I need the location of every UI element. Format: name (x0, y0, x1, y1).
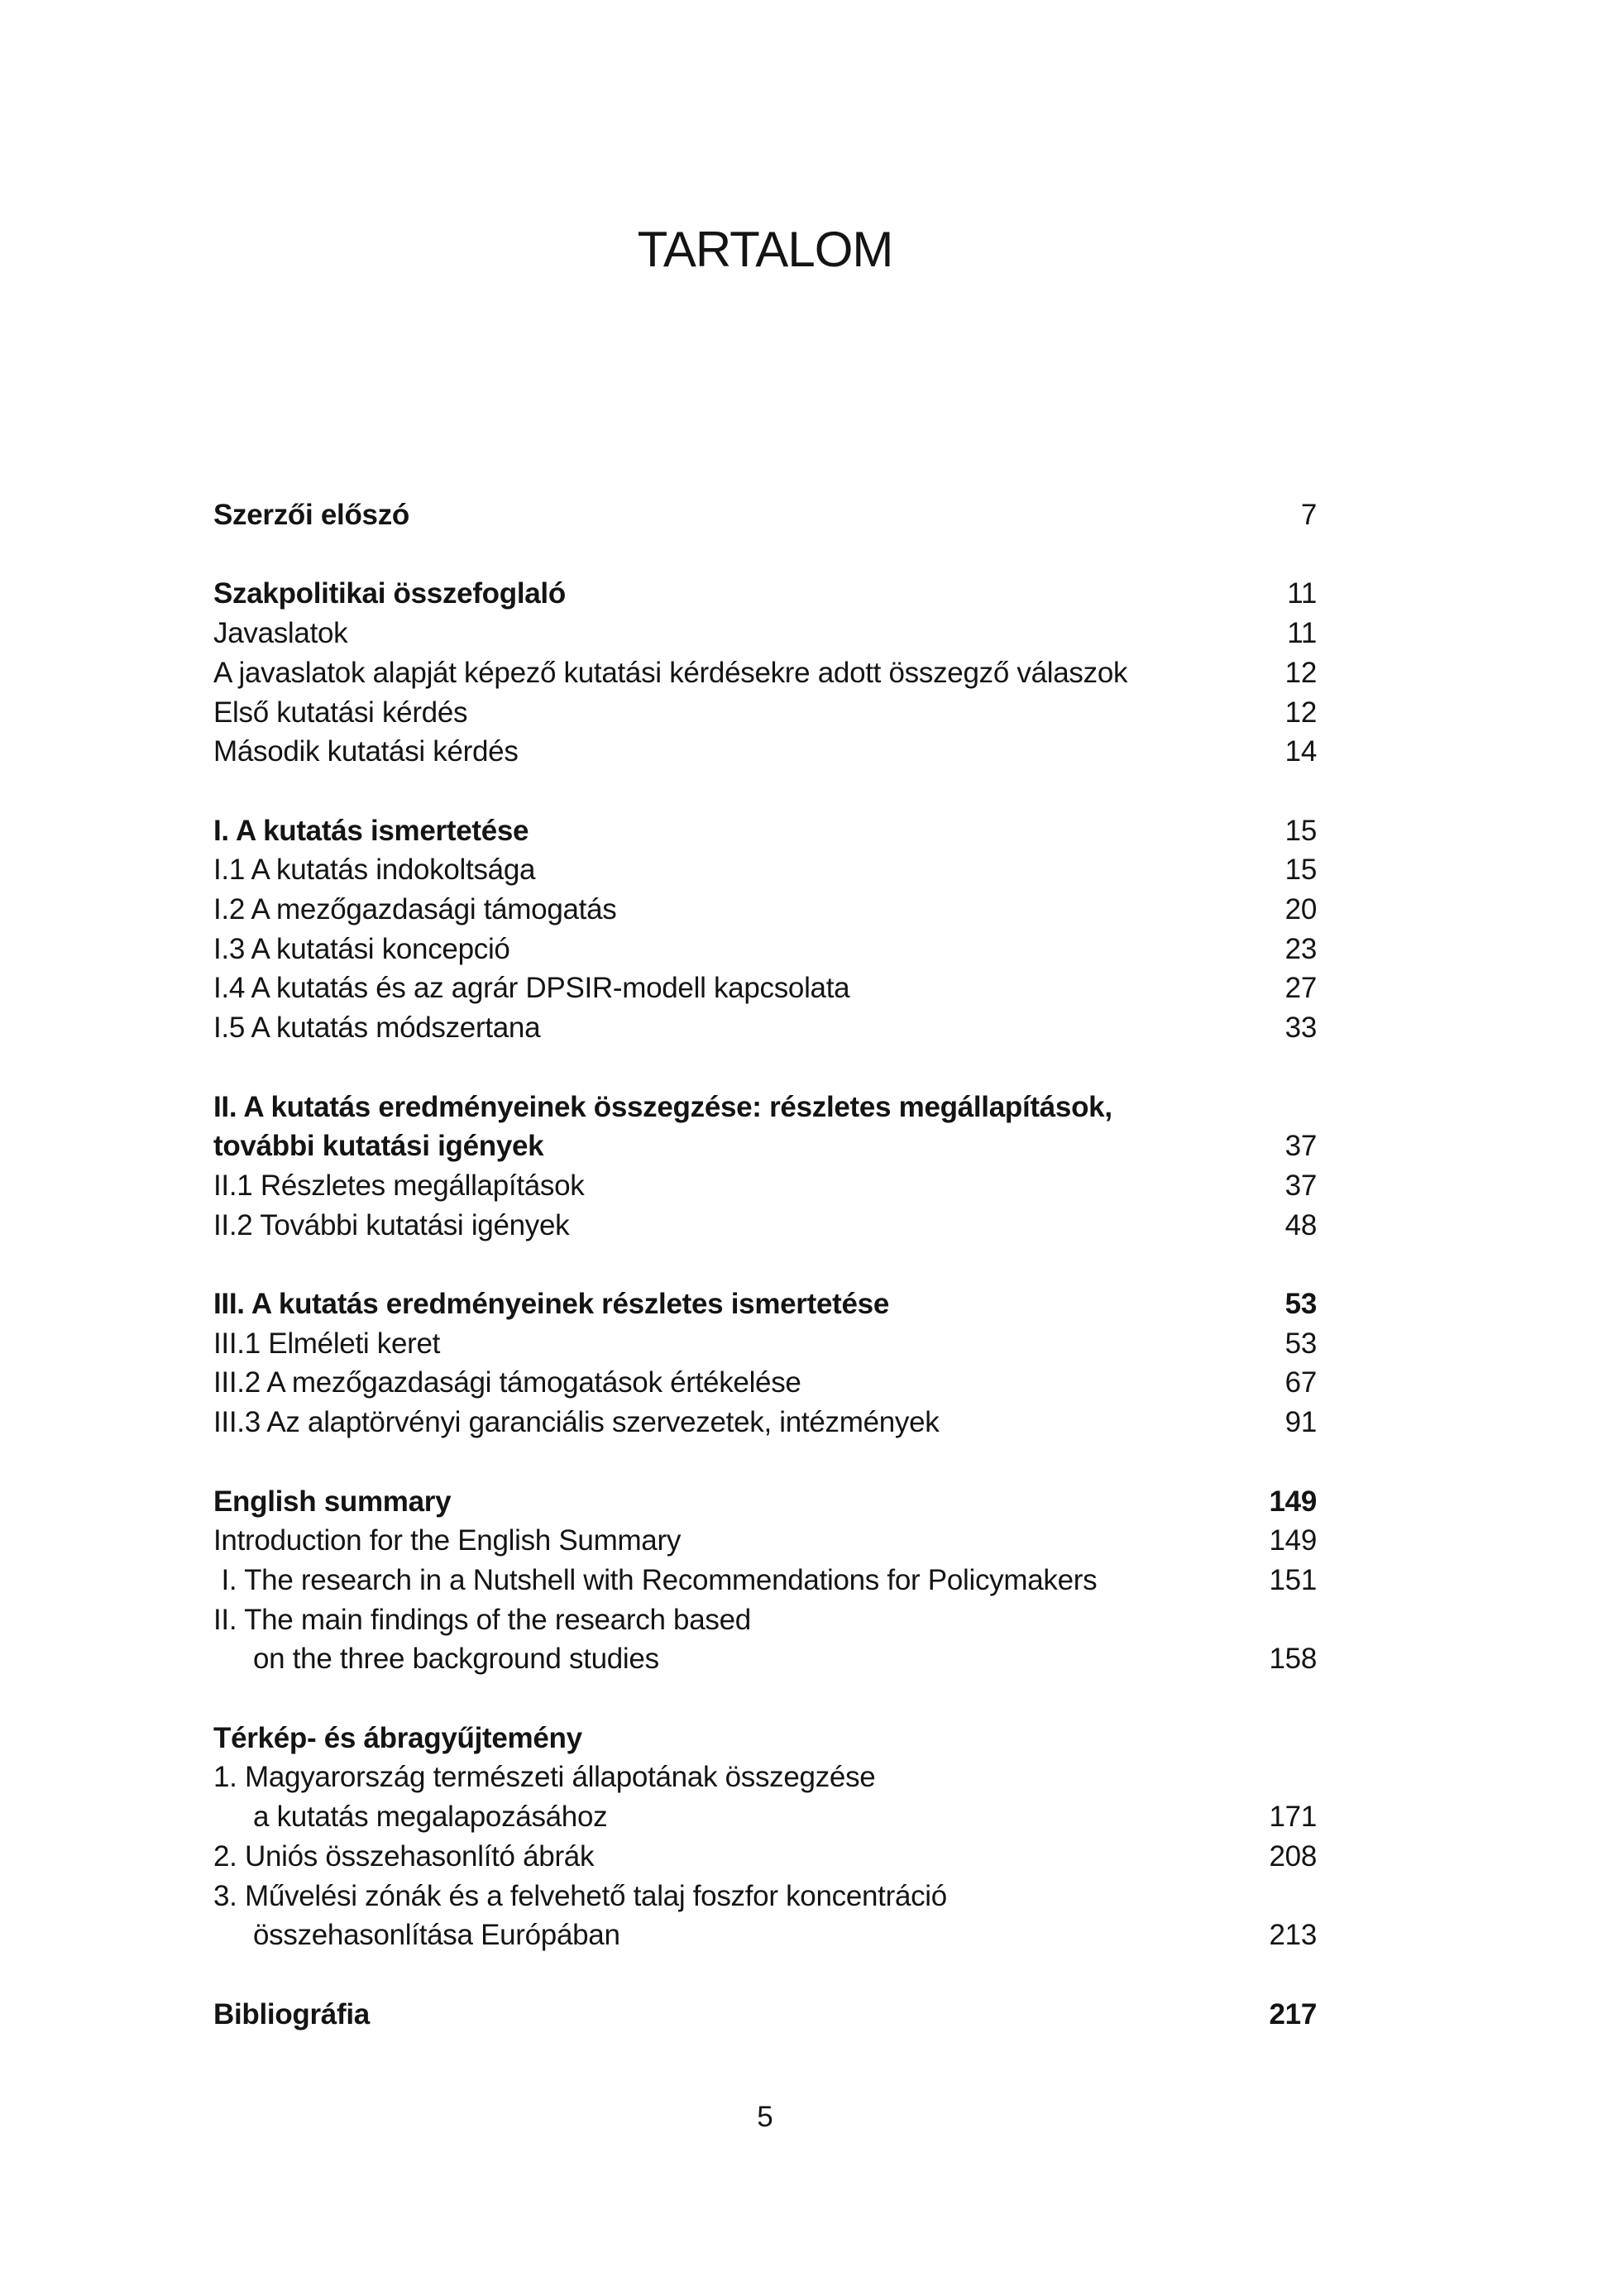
toc-entry (213, 1088, 1317, 1166)
folio-page-number: 5 (757, 2101, 773, 2133)
toc-page-number: 53 (1284, 1288, 1317, 1320)
toc-entry-line: Térkép- és ábragyűjtemény (213, 1721, 582, 1754)
toc-entry-text (213, 1482, 1237, 1522)
toc-page-number: 213 (1269, 1919, 1317, 1952)
toc-entry-text (213, 693, 1237, 733)
toc-group (213, 1284, 1317, 1442)
toc-entry-text (213, 1877, 1237, 1955)
toc-entry-text (213, 1284, 1237, 1324)
toc-entry-line: 3. Művelési zónák és a felvehető talaj foszfor koncentráció (213, 1879, 947, 1912)
toc-entry-line: I.3 A kutatási koncepció (213, 932, 510, 965)
toc-entry (213, 574, 1317, 614)
toc-page-number: 15 (1284, 854, 1317, 887)
toc-page-number: 15 (1284, 814, 1317, 847)
toc-group (213, 1995, 1317, 2035)
toc-page-number: 23 (1284, 932, 1317, 965)
toc-entry-line: Második kutatási kérdés (213, 735, 519, 768)
toc-entry-text (213, 1600, 1237, 1679)
toc-entry (213, 969, 1317, 1008)
toc-page-number: 171 (1269, 1801, 1317, 1834)
toc-page-number: 33 (1284, 1012, 1317, 1045)
toc-entry-line: 2. Uniós összehasonlító ábrák (213, 1839, 595, 1873)
toc-entry (213, 890, 1317, 930)
toc-entry-line: összehasonlítása Európában (253, 1919, 620, 1952)
toc-entry (213, 693, 1317, 733)
toc-entry-text (213, 495, 1237, 535)
toc-entry (213, 1561, 1317, 1600)
toc-entry-text (213, 1206, 1237, 1246)
toc-entry (213, 732, 1317, 772)
toc-page-number: 37 (1284, 1130, 1317, 1163)
toc-entry (213, 850, 1317, 890)
toc-entry (213, 653, 1317, 693)
toc-entry (213, 1758, 1317, 1836)
toc-page-number: 11 (1287, 577, 1317, 610)
toc-page-number: 151 (1269, 1563, 1317, 1596)
toc-page-number: 158 (1269, 1643, 1317, 1676)
toc-entry-line: on the three background studies (253, 1643, 659, 1676)
toc-entry-text (213, 1166, 1237, 1206)
toc-entry-line: I.1 A kutatás indokoltsága (213, 854, 536, 887)
toc-page-number: 208 (1269, 1839, 1317, 1873)
toc-page-number: 14 (1284, 735, 1317, 768)
toc-entry (213, 811, 1317, 851)
toc-entry-line: I.5 A kutatás módszertana (213, 1012, 541, 1045)
toc-group (213, 1088, 1317, 1246)
toc-entry (213, 1284, 1317, 1324)
toc-entry-text (213, 1324, 1237, 1364)
toc-entry (213, 1482, 1317, 1522)
toc-entry-line: II.1 Részletes megállapítások (213, 1169, 585, 1202)
toc-entry-text (213, 850, 1237, 890)
toc-entry-line: A javaslatok alapját képező kutatási kérdésekre adott összegző válaszok (213, 656, 1128, 689)
toc-entry-line: III. A kutatás eredményeinek részletes ismertetése (213, 1288, 890, 1320)
toc-page-number: 37 (1284, 1169, 1317, 1202)
toc-entry-line: Introduction for the English Summary (213, 1524, 682, 1557)
toc-entry-line: Szerzői előszó (213, 499, 409, 531)
toc-page-number: 12 (1284, 696, 1317, 729)
toc-entry-text (213, 614, 1237, 653)
toc-page-number: 67 (1284, 1366, 1317, 1399)
toc-entry (213, 1363, 1317, 1403)
toc-entry (213, 1403, 1317, 1442)
toc-page-number: 11 (1287, 617, 1317, 650)
toc-entry-line: III.2 A mezőgazdasági támogatások értékelése (213, 1366, 801, 1399)
toc-entry-text (213, 930, 1237, 969)
toc-group (213, 495, 1317, 535)
toc-entry-text (213, 1719, 1237, 1758)
toc-entry-text (213, 574, 1237, 614)
toc-entry (213, 1521, 1317, 1561)
toc-page-number: 48 (1284, 1208, 1317, 1241)
toc-group (213, 1482, 1317, 1680)
toc-entry-line: Bibliográfia (213, 1997, 370, 2031)
page-title: TARTALOM (637, 222, 893, 277)
toc-entry-text (213, 969, 1237, 1008)
toc-entry (213, 1600, 1317, 1679)
toc-entry-line: I. The research in a Nutshell with Recommendations for Policymakers (213, 1563, 1098, 1596)
toc-page-number: 12 (1284, 656, 1317, 689)
toc-entry-text (213, 1837, 1237, 1877)
toc-entry-line: Javaslatok (213, 617, 348, 650)
toc-page-number: 91 (1284, 1406, 1317, 1439)
toc-entry (213, 614, 1317, 653)
toc-group (213, 574, 1317, 772)
toc-group (213, 1719, 1317, 1955)
toc-entry-text (213, 1758, 1237, 1836)
toc-entry-line: I.2 A mezőgazdasági támogatás (213, 893, 617, 926)
toc-entry-line: III.3 Az alaptörvényi garanciális szervezetek, intézmények (213, 1406, 940, 1439)
toc-group (213, 811, 1317, 1048)
toc-entry-text (213, 732, 1237, 772)
toc-entry (213, 495, 1317, 535)
toc-entry-text (213, 1088, 1237, 1166)
toc-entry (213, 1324, 1317, 1364)
toc-entry (213, 1837, 1317, 1877)
toc-page-number: 27 (1284, 972, 1317, 1005)
toc-entry (213, 1877, 1317, 1955)
toc-page-number: 149 (1269, 1524, 1317, 1557)
toc-page-number: 7 (1300, 499, 1317, 531)
toc-entry-line: II. A kutatás eredményeinek összegzése: részletes megállapítások, (213, 1090, 1112, 1123)
toc-entry (213, 1995, 1317, 2035)
toc-entry-line: English summary (213, 1485, 452, 1518)
toc-entry-line: 1. Magyarország természeti állapotának összegzése (213, 1761, 876, 1794)
toc-entry (213, 1008, 1317, 1048)
toc-entry (213, 930, 1317, 969)
toc-entry-line: Szakpolitikai összefoglaló (213, 577, 566, 610)
toc-entry-text (213, 1561, 1237, 1600)
toc-entry-text (213, 890, 1237, 930)
toc-entry-text (213, 1403, 1237, 1442)
toc-entry-text (213, 1521, 1237, 1561)
toc-entry-line: I. A kutatás ismertetése (213, 814, 529, 847)
toc-page-number: 217 (1269, 1997, 1317, 2031)
toc-page-number: 53 (1284, 1327, 1317, 1360)
toc-entry-line: II.2 További kutatási igények (213, 1208, 570, 1241)
toc-entry (213, 1206, 1317, 1246)
toc-entry-text (213, 1995, 1237, 2035)
toc-page-number: 20 (1284, 893, 1317, 926)
toc-entry-line: Első kutatási kérdés (213, 696, 468, 729)
toc-entry-text (213, 653, 1237, 693)
toc-entry-text (213, 811, 1237, 851)
toc (213, 495, 1317, 2034)
toc-entry-line: a kutatás megalapozásához (253, 1801, 608, 1834)
toc-entry-text (213, 1008, 1237, 1048)
toc-entry (213, 1719, 1317, 1758)
toc-entry (213, 1166, 1317, 1206)
toc-entry-line: III.1 Elméleti keret (213, 1327, 441, 1360)
toc-entry-text (213, 1363, 1237, 1403)
toc-entry-line: I.4 A kutatás és az agrár DPSIR-modell kapcsolata (213, 972, 850, 1005)
toc-entry-line: további kutatási igények (213, 1130, 544, 1163)
toc-entry-line: II. The main findings of the research based (213, 1603, 751, 1636)
toc-page-number: 149 (1269, 1485, 1317, 1518)
